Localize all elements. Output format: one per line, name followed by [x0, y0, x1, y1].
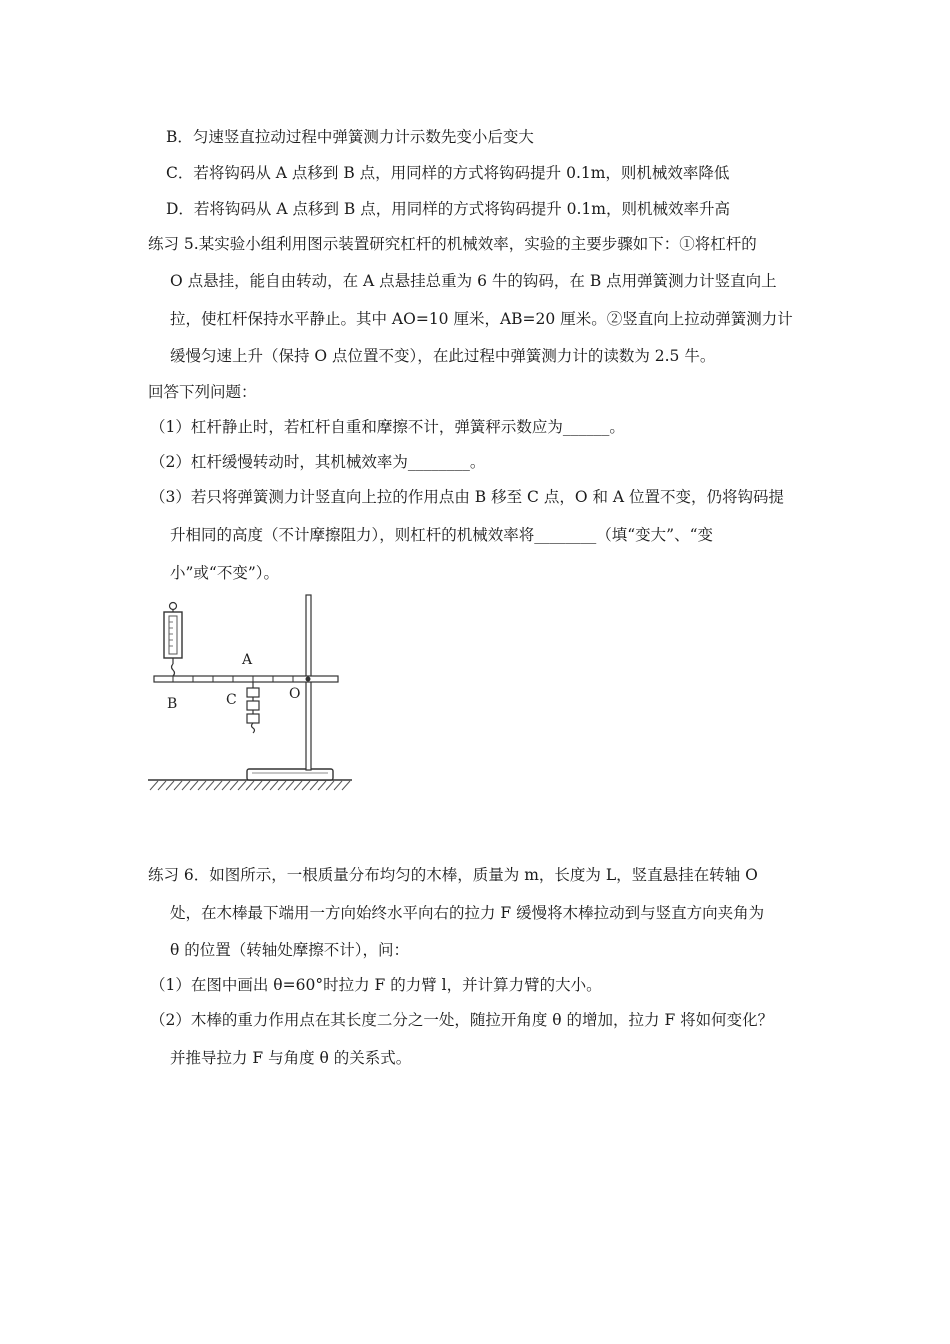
exercise5-q3-line-1: （3）若只将弹簧测力计竖直向上拉的作用点由 B 移至 C 点，O 和 A 位置不变，仍将钩码提 — [150, 488, 785, 506]
label-c: C — [226, 692, 237, 708]
exercise5-q1: （1）杠杆静止时，若杠杆自重和摩擦不计，弹簧秤示数应为______。 — [150, 418, 625, 436]
exercise5-q2: （2）杠杆缓慢转动时，其机械效率为________。 — [150, 453, 486, 471]
exercise6-line-1: 练习 6．如图所示，一根质量分布均匀的木棒，质量为 m，长度为 L，竖直悬挂在转轴 O — [148, 866, 758, 884]
label-a: A — [242, 652, 253, 668]
exercise5-line-3: 拉，使杠杆保持水平静止。其中 AO=10 厘米，AB=20 厘米。②竖直向上拉动弹簧测力计 — [170, 310, 793, 328]
label-o: O — [289, 686, 301, 702]
label-b: B — [167, 696, 178, 712]
exercise6-q1: （1）在图中画出 θ=60°时拉力 F 的力臂 l，并计算力臂的大小。 — [150, 976, 602, 994]
exercise5-q3-line-2: 升相同的高度（不计摩擦阻力），则杠杆的机械效率将________（填“变大”、“变 — [170, 526, 714, 544]
lever-figure — [146, 592, 358, 794]
option-d: D．若将钩码从 A 点移到 B 点，用同样的方式将钩码提升 0.1m，则机械效率升高 — [166, 200, 730, 218]
spring-scale — [164, 603, 182, 677]
option-b: B．匀速竖直拉动过程中弹簧测力计示数先变小后变大 — [166, 128, 534, 146]
exercise5-q3-line-3: 小”或“不变”）。 — [170, 564, 280, 582]
option-c: C．若将钩码从 A 点移到 B 点，用同样的方式将钩码提升 0.1m，则机械效率降低 — [166, 164, 730, 182]
exercise5-line-1: 练习 5.某实验小组利用图示装置研究杠杆的机械效率，实验的主要步骤如下：①将杠杆的 — [148, 235, 757, 253]
ground-hatch — [150, 781, 350, 790]
exercise5-prompt: 回答下列问题： — [148, 383, 257, 401]
stand-base — [247, 769, 333, 780]
exercise6-q2-line-1: （2）木棒的重力作用点在其长度二分之一处，随拉开角度 θ 的增加，拉力 F 将如何变化？ — [150, 1011, 774, 1029]
exercise6-line-3: θ 的位置（转轴处摩擦不计），问： — [170, 941, 410, 959]
pivot-point — [306, 677, 311, 682]
exercise5-line-2: O 点悬挂，能自由转动，在 A 点悬挂总重为 6 牛的钩码，在 B 点用弹簧测力计竖直向上 — [170, 272, 777, 290]
exercise5-line-4: 缓慢匀速上升（保持 O 点位置不变），在此过程中弹簧测力计的读数为 2.5 牛。 — [170, 347, 716, 365]
exercise6-q2-line-2: 并推导拉力 F 与角度 θ 的关系式。 — [170, 1049, 412, 1067]
exercise6-line-2: 处，在木棒最下端用一方向始终水平向右的拉力 F 缓慢将木棒拉动到与竖直方向夹角为 — [170, 904, 765, 922]
hook-weights — [247, 682, 259, 733]
